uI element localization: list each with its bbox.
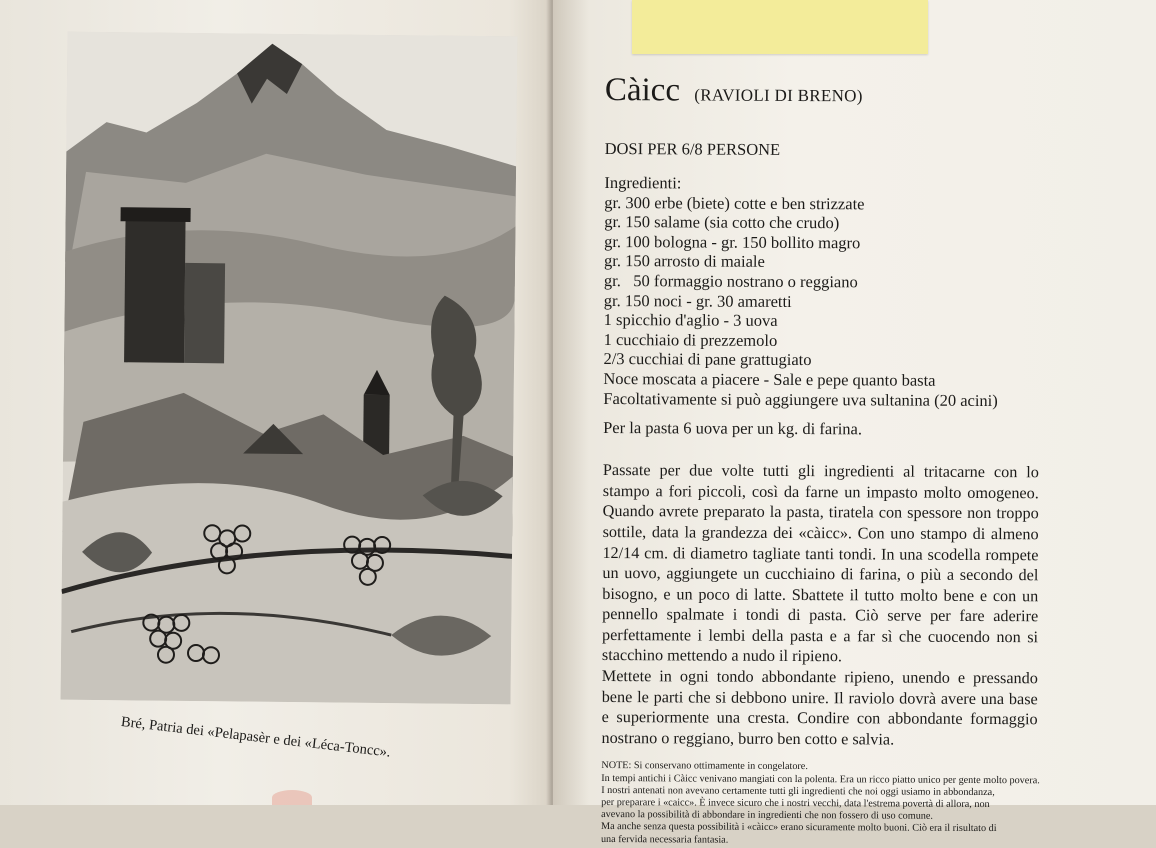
- ingredient-item: gr. 50 formaggio nostrano o reggiano: [603, 270, 858, 292]
- note-line: avevano la possibilità di abbondare in ingredienti che non fossero di uso comune.: [601, 809, 934, 822]
- pasta-ingredients: Per la pasta 6 uova per un kg. di farina.: [603, 418, 863, 439]
- sticky-note: [632, 0, 928, 54]
- method-paragraph: Passate per due volte tutti gli ingredienti al tritacarne con lo stampo a fori piccoli, così da farne un impasto molto omogeneo. Quando avrete preparato la pasta, tiratela con spessore non troppo sottile, data la grandezza dei «càicc». Con uno stampo di almeno 12/14 cm. di diametro tagliate tanti tondi. In una scodella rompete un uovo, aggiungete un cucchiaino di farina, o più a secondo del bisogno, e un poco di latte. Sbattete il tutto molto bene e con un pennello spalmate i tondi di pasta. Ciò serve per fare aderire perfettamente i lembi della pasta e a far sì che cuocendo non si stacchino mettendo a nudo il ripieno.: [601, 461, 1039, 666]
- method-paragraph: Mettete in ogni tondo abbondante ripieno, unendo e pressando bene le parti che si debbono unire. Il raviolo dovrà avere una base e superiormente una cresta. Condire con abbondante formaggio nostrano o reggiano, burro ben cotto e salvia.: [601, 667, 1038, 749]
- finger-tip: [272, 790, 312, 805]
- note-line: Ma anche senza questa possibilità i «càicc» erano sicuramente molto buoni. Ciò era il risultato di: [601, 821, 997, 835]
- recipe-title: [605, 72, 1045, 115]
- ingredient-item: gr. 300 erbe (biete) cotte e ben strizzate: [604, 192, 865, 213]
- method: [601, 460, 1039, 751]
- illustration-caption: Bré, Patria dei «Pelapasèr e dei «Léca-Toncc».: [120, 714, 392, 761]
- footnote: [601, 760, 1041, 848]
- ingredient-item: gr. 150 noci - gr. 30 amaretti: [603, 290, 792, 311]
- note-line: NOTE: Si conservano ottimamente in congelatore.: [601, 760, 808, 773]
- ingredient-item: Noce moscata a piacere - Sale e pepe quanto basta: [603, 368, 936, 390]
- ingredient-item: 2/3 cucchiai di pane grattugiato: [603, 349, 812, 370]
- ingredient-list: [603, 173, 1044, 410]
- left-page: [0, 0, 553, 805]
- ingredient-item: gr. 150 salame (sia cotto che crudo): [604, 212, 840, 233]
- charcoal-illustration: [61, 32, 518, 705]
- note-line: I nostri antenati non avevano certamente tutti gli ingredienti che noi oggi usiamo in abbondanza,: [601, 784, 995, 798]
- ingredient-item: gr. 100 bologna - gr. 150 bollito magro: [604, 231, 861, 253]
- ingredient-item: Facoltativamente si può aggiungere uva sultanina (20 acini): [603, 388, 998, 410]
- ingredient-item: gr. 150 arrosto di maiale: [603, 251, 765, 272]
- recipe: [601, 72, 1045, 848]
- ingredient-item: 1 cucchiaio di prezzemolo: [603, 329, 778, 350]
- ingredients-heading: Ingredienti:: [604, 172, 682, 193]
- note-line: In tempi antichi i Càicc venivano mangiati con la polenta. Era un ricco piatto unico per gente molto povera.: [601, 772, 1040, 786]
- ingredient-item: 1 spicchio d'aglio - 3 uova: [603, 310, 778, 331]
- note-line: per preparare i «caicc». È invece sicuro che i nostri vecchi, data l'estrema povertà di allora, non: [601, 797, 990, 811]
- recipe-name: Càicc: [604, 72, 681, 109]
- servings: DOSI PER 6/8 PERSONE: [604, 138, 781, 159]
- note-line: una fervida necessaria fantasia.: [600, 833, 729, 846]
- recipe-subtitle: (RAVIOLI DI BRENO): [694, 85, 863, 106]
